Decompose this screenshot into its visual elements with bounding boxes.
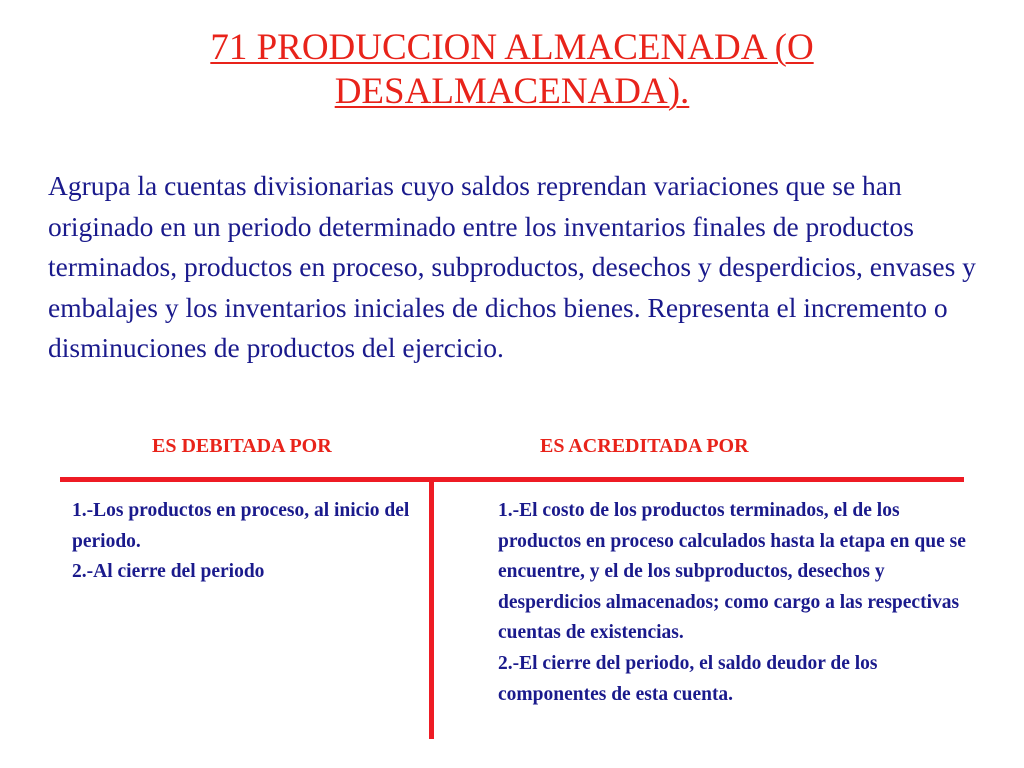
title-line-2: DESALMACENADA). xyxy=(334,71,690,112)
description-paragraph: Agrupa la cuentas divisionarias cuyo saldos reprendan variaciones que se han originado en un periodo determinado entre los inventarios finales de productos terminados, productos en proceso, subproductos, desechos y desperdicios, envases y embalajes y los inventarios iniciales de dichos bienes. Representa el incremento o disminuciones de productos del ejercicio. xyxy=(48,170,976,363)
title-line-1: 71 PRODUCCION ALMACENADA (O xyxy=(210,27,814,68)
t-account-vertical-line xyxy=(429,479,434,739)
page-title xyxy=(0,26,1024,114)
t-account-horizontal-line xyxy=(60,477,964,482)
debit-heading: ES DEBITADA POR xyxy=(152,435,332,457)
credit-entry-2: 2.-El cierre del periodo, el saldo deudor de los componentes de esta cuenta. xyxy=(498,652,878,705)
credit-entry-1: 1.-El costo de los productos terminados, el de los productos en proceso calculados hasta la etapa en que se encuentre, y el de los subproductos, desechos y desperdicios almacenados; como cargo a las respectivas cuentas de existencias. xyxy=(498,500,966,644)
credit-heading: ES ACREDITADA POR xyxy=(540,435,749,457)
debit-entry-2: 2.-Al cierre del periodo xyxy=(72,561,265,583)
credit-entries-list xyxy=(498,496,978,710)
debit-entry-1: 1.-Los productos en proceso, al inicio del periodo. xyxy=(72,500,410,552)
debit-entries-list xyxy=(72,496,422,588)
